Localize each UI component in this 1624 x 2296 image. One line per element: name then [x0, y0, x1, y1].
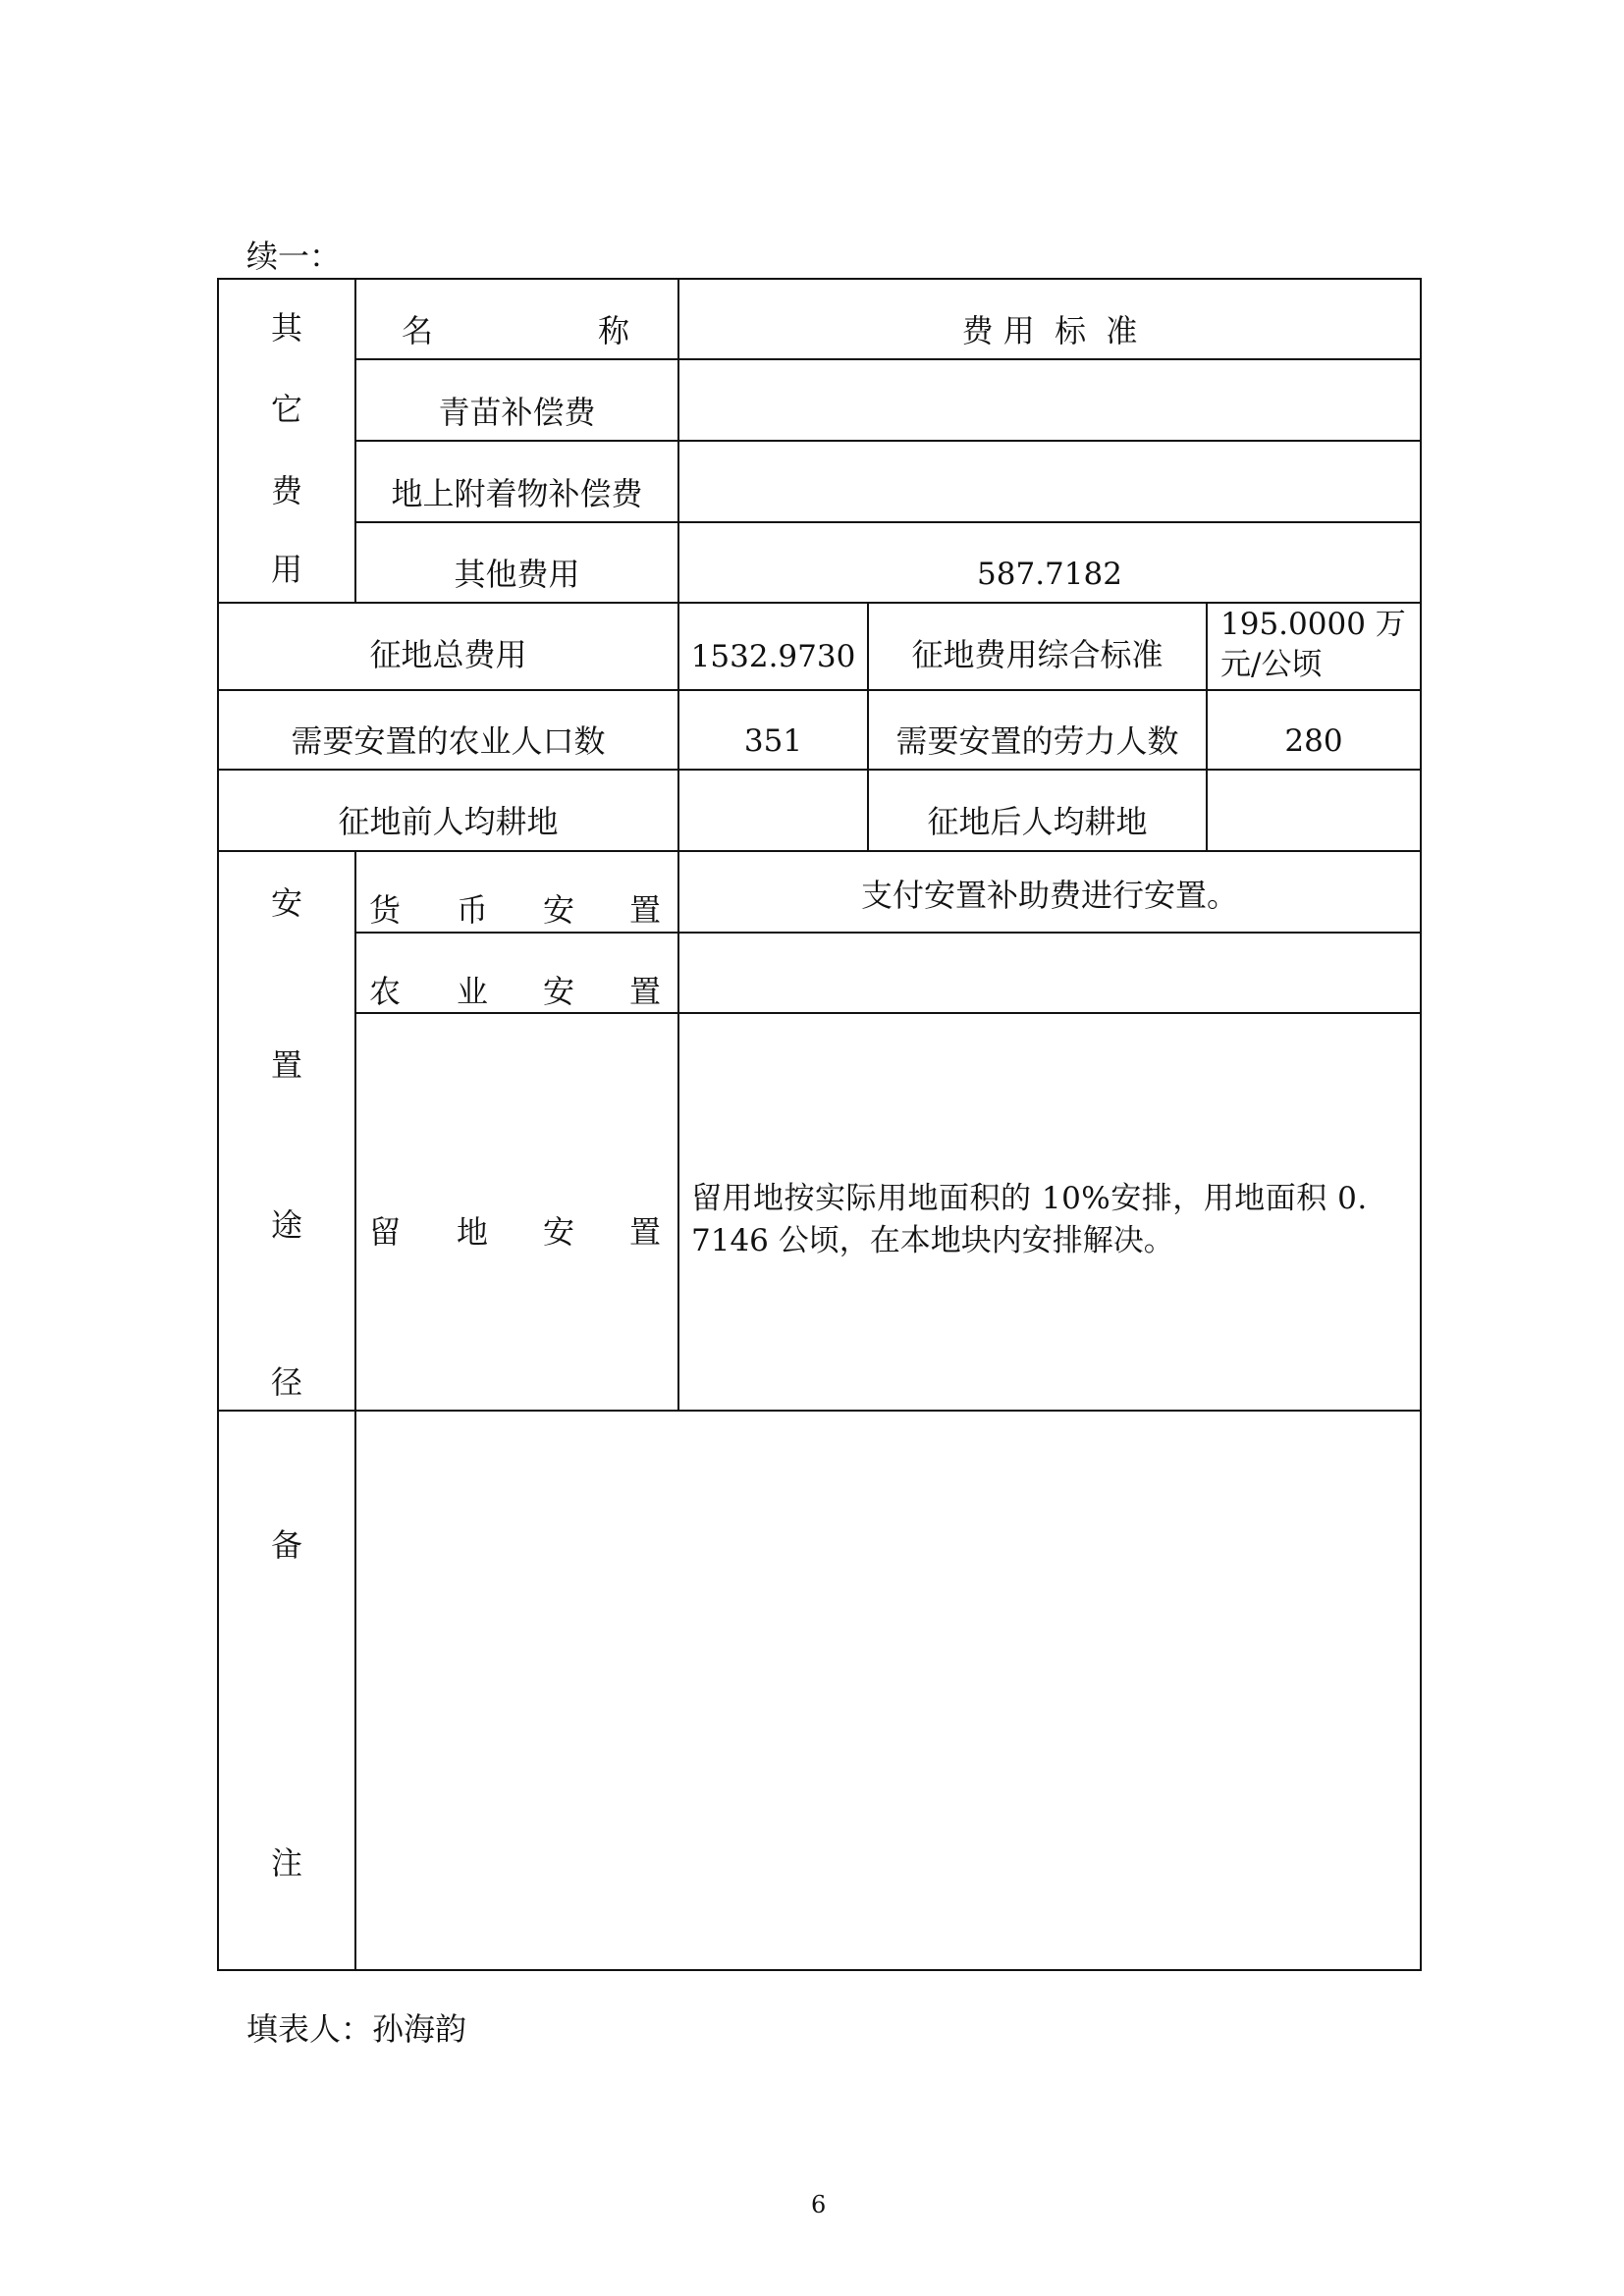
other-fees-char-1: 其	[270, 309, 302, 347]
land-char-1: 留	[369, 1213, 402, 1251]
standard-value-line1: 195.0000 万	[1220, 607, 1406, 642]
other-fees-char-2: 它	[270, 391, 302, 428]
fee-name-other: 其他费用	[454, 556, 580, 593]
land-char-3: 安	[543, 1213, 575, 1251]
before-value	[679, 800, 867, 843]
agri-pop-value: 351	[743, 723, 803, 759]
agri-char-4: 置	[629, 973, 662, 1010]
before-label: 征地前人均耕地	[338, 803, 559, 840]
land-value-line2: 7146 公顷，在本地块内安排解决。	[691, 1223, 1174, 1258]
name-header-char-1: 名	[401, 312, 433, 349]
labor-label: 需要安置的劳力人数	[895, 722, 1179, 760]
resettle-char-4: 径	[270, 1363, 302, 1401]
fee-value-other: 587.7182	[977, 557, 1122, 592]
monetary-char-1: 货	[369, 891, 402, 929]
remarks-value	[356, 1412, 1420, 1969]
fee-value-attachments	[679, 472, 1420, 515]
monetary-value: 支付安置补助费进行安置。	[860, 877, 1238, 914]
total-fee-value: 1532.9730	[690, 639, 856, 674]
land-char-4: 置	[629, 1213, 662, 1251]
agri-char-2: 业	[457, 973, 489, 1010]
name-header-char-2: 称	[597, 312, 629, 349]
other-fees-char-3: 费	[270, 472, 302, 509]
land-value-line1: 留用地按实际用地面积的 10%安排，用地面积 0.	[691, 1181, 1368, 1216]
total-fee-label: 征地总费用	[369, 636, 527, 673]
resettle-char-2: 置	[270, 1046, 302, 1084]
standard-value-line2: 元/公顷	[1220, 647, 1323, 682]
continuation-label: 续一：	[246, 238, 342, 275]
monetary-char-2: 币	[457, 891, 489, 929]
resettle-char-1: 安	[270, 884, 302, 922]
resettle-char-3: 途	[270, 1206, 302, 1244]
fee-value-seedling	[679, 391, 1420, 434]
agri-char-1: 农	[369, 973, 402, 1010]
agri-value	[679, 950, 1420, 993]
other-fees-char-4: 用	[270, 551, 302, 588]
labor-value: 280	[1284, 723, 1343, 759]
after-value	[1208, 800, 1420, 843]
after-label: 征地后人均耕地	[927, 803, 1148, 840]
fee-name-attachments: 地上附着物补偿费	[391, 475, 643, 512]
remarks-char-1: 备	[270, 1526, 302, 1564]
standard-header: 费 用 标 准	[961, 312, 1138, 349]
filler-label: 填表人：孙海韵	[246, 2010, 467, 2048]
monetary-char-3: 安	[543, 891, 575, 929]
standard-label: 征地费用综合标准	[911, 636, 1164, 673]
agri-char-3: 安	[543, 973, 575, 1010]
fee-name-seedling: 青苗补偿费	[438, 394, 596, 431]
monetary-char-4: 置	[629, 891, 662, 929]
remarks-char-2: 注	[270, 1844, 302, 1882]
land-char-2: 地	[457, 1213, 489, 1251]
page-number: 6	[811, 2191, 827, 2218]
agri-pop-label: 需要安置的农业人口数	[291, 722, 606, 760]
